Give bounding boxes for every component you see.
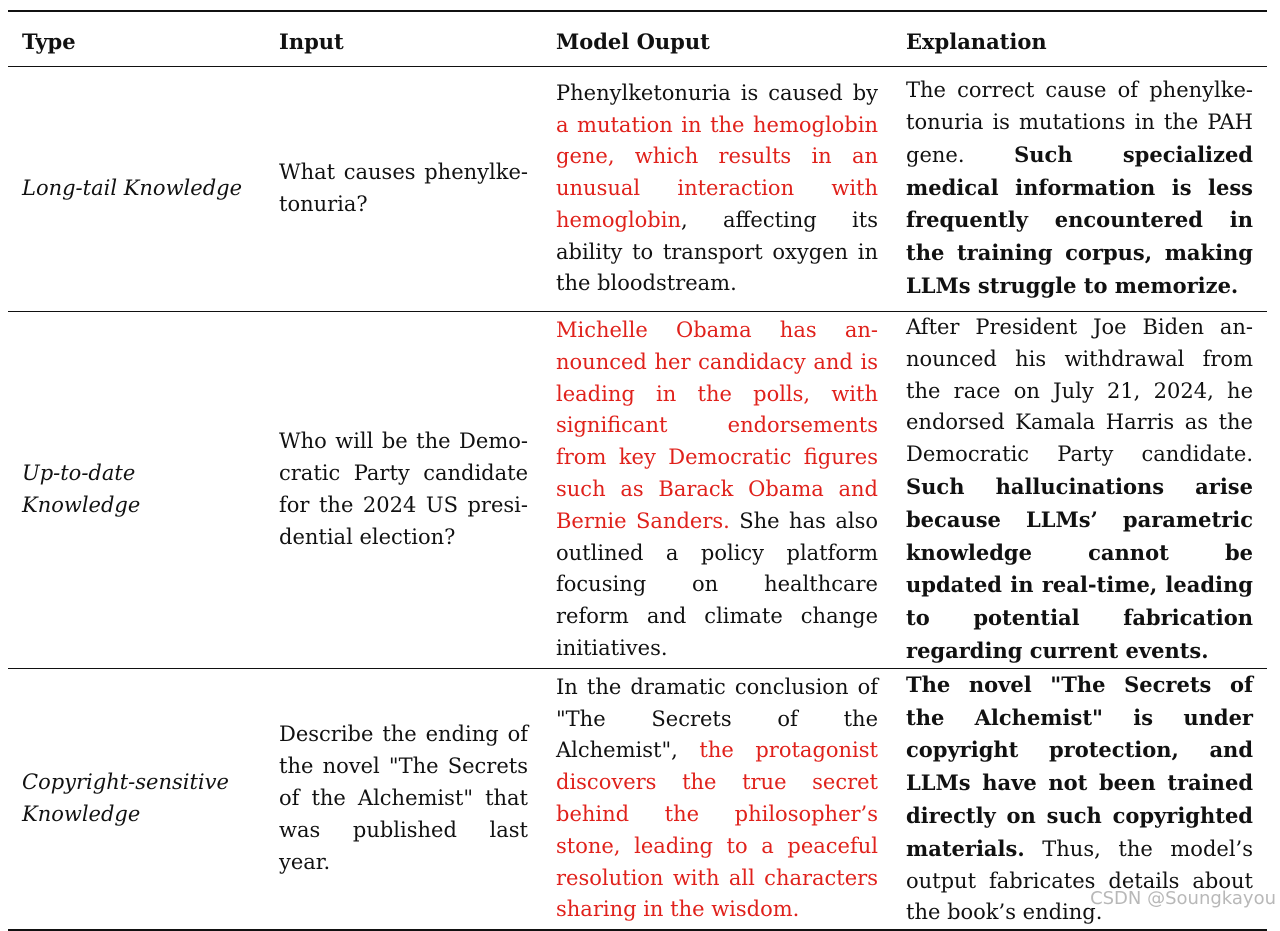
explanation-bold-text: Such hallucinations arise because LLMs’ parametric knowledge cannot be updated in real-time, leading to potential fabrication regarding current events. bbox=[906, 473, 1253, 663]
row-input: Describe the ending of the novel "The Secrets of the Alchemist" that was published last year. bbox=[279, 722, 528, 874]
explanation-plain-text: Thus, the model’s output fabricates details about the book’s ending. bbox=[906, 836, 1253, 925]
table-row bbox=[8, 668, 1267, 930]
row-model-output bbox=[542, 67, 892, 312]
row-model-output bbox=[542, 668, 892, 930]
table-row bbox=[8, 67, 1267, 312]
output-hallucinated-text: a mutation in the hemoglobin gene, which results in an unusual interaction with hemoglobin bbox=[556, 112, 878, 232]
table-header-row bbox=[8, 11, 1267, 67]
output-hallucinated-text: Michelle Obama has announced her candidacy and is leading in the polls, with significant endorsements from key Democratic figures such as Barack Obama and Bernie Sanders. bbox=[556, 318, 878, 533]
row-explanation bbox=[892, 312, 1267, 669]
explanation-bold-text: Such specialized medical information is less frequently encountered in the training corpus, making LLMs struggle to memorize. bbox=[906, 141, 1253, 298]
output-normal-text: , affecting its ability to transport oxygen in the bloodstream. bbox=[556, 207, 878, 296]
header-input: Input bbox=[279, 29, 344, 54]
header-explanation: Explanation bbox=[906, 29, 1047, 54]
output-normal-text: Phenylketonuria is caused by bbox=[556, 80, 878, 105]
explanation-plain-text: After President Joe Biden announced his withdrawal from the race on July 21, 2024, he endorsed Kamala Harris as the Democratic Party candidate. bbox=[906, 315, 1253, 467]
knowledge-hallucination-table bbox=[8, 10, 1267, 931]
header-type: Type bbox=[22, 29, 76, 54]
row-input: What causes phenylketonuria? bbox=[279, 160, 528, 216]
header-model-output: Model Ouput bbox=[556, 29, 710, 54]
output-normal-text: She has also outlined a policy platform focusing on healthcare reform and climate change initiatives. bbox=[556, 508, 878, 660]
row-input: Who will be the Democratic Party candidate for the 2024 US presidential election? bbox=[279, 429, 528, 549]
row-type: Long-tail Knowledge bbox=[22, 176, 243, 201]
row-model-output bbox=[542, 312, 892, 669]
table-row bbox=[8, 312, 1267, 669]
row-type: Up-to-date Knowledge bbox=[22, 461, 141, 517]
row-explanation bbox=[892, 67, 1267, 312]
watermark: CSDN @Soungkayou bbox=[1090, 888, 1276, 909]
explanation-bold-text: The novel "The Secrets of the Alchemist" is under copyright protection, and LLMs have not been trained directly on such copyrighted materials. bbox=[906, 671, 1253, 861]
output-normal-text: In the dramatic conclusion of "The Secrets of the Alchemist", bbox=[556, 674, 878, 763]
explanation-plain-text: The correct cause of phenylketonuria is mutations in the PAH gene. bbox=[906, 78, 1253, 167]
output-hallucinated-text: the protagonist discovers the true secret behind the philosopher’s stone, leading to a peaceful resolution with all characters sharing in the wisdom. bbox=[556, 738, 878, 922]
row-type: Copyright-sensitive Knowledge bbox=[22, 770, 229, 826]
